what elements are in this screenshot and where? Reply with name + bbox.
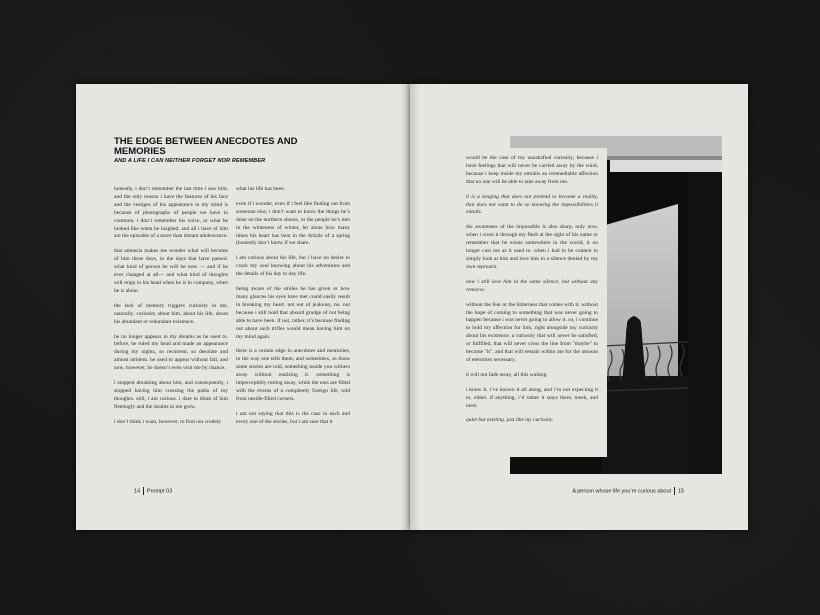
paragraph: now i still love him in the same silence, but without any remorse. bbox=[466, 278, 598, 293]
left-column-1 bbox=[114, 186, 228, 434]
paragraph: i am not saying that this is the case in each and every one of the stories, but i am sure that it bbox=[236, 410, 350, 425]
right-page bbox=[410, 84, 748, 530]
paragraph: without the fear or the bitterness that comes with it. without the hope of coming to something that was never going to happen because i was never going to allow it. so, i continue to hold my affection for him, right alongside my curiosity about his existence. a curiosity that will never be satisfied, or fulfilled, that will never cross the line from "maybe" to become "it", and that will remain within me for the amount of eternities necessary. bbox=[466, 301, 598, 363]
paragraph: he no longer appears in my dreams as he used to. before, he ruled my head and made an appearance during my nights, so recurrent, so desolate and almost strident. he used to appear without fail, and now, however, he doesn’t even visit me by chance. bbox=[114, 333, 228, 372]
left-page bbox=[76, 84, 410, 530]
footer-label: A person whose life you’re curious about bbox=[572, 488, 672, 495]
right-page-footer bbox=[572, 487, 684, 495]
paragraph: the awareness of the impossible is also sharp, only now, when i cross it through my flesh at the sight of his name or remember that he exists somewhere in the world, it no longer cuts me as it used to. when i had to be content to simply look at him and love him in a silence denied by my own reproach. bbox=[466, 224, 598, 270]
paragraph: being aware of the smiles he has given or how many glances his eyes have met could easily result in breaking my heart. not out of jealousy, no. not because i still hold that absurd grudge of not being able to have been. if not, rather, it’s because finding out about such trifles would mean having him on my mind again. bbox=[236, 286, 350, 340]
paragraph: what his life has been. bbox=[236, 186, 286, 192]
paragraph: honestly, i don’t remember the last time i saw him, and the only reason i have the features of his face and the vestiges of his appearance in my mind is because of photographs of people we have in common. i don’t remember his voice, or what he looked like when he laughed, and all i have of him are the episodes of a more than distant adolescence. bbox=[114, 186, 228, 240]
article-title: THE EDGE BETWEEN ANECDOTES AND MEMORIES bbox=[114, 136, 298, 157]
footer-divider bbox=[143, 487, 144, 495]
footer-label: Prompt 03 bbox=[146, 488, 173, 495]
page-gutter-shadow bbox=[400, 84, 410, 530]
paragraph: i am curious about his life, but i have no desire to crack my soul knowing about his adventures and the details of his day to day life. bbox=[236, 255, 350, 278]
paragraph: i stopped dreaming about him, and consequently, i stopped having him crossing the paths of my thoughts. still, i am curious. i dare to think of him fleetingly and the doubts in me grow. bbox=[114, 380, 228, 410]
paragraph: there is a certain edge in anecdotes and memories, in the way one tells them, and sometimes, as those same stories are told, something inside you withers away without realizing it. something is imperceptibly rotting away, while the ears are filled with the events of a completely foreign life, told from needle-filled corners. bbox=[236, 348, 350, 402]
page-number: 14 bbox=[134, 488, 141, 495]
page-gutter-shadow bbox=[410, 84, 420, 530]
right-column bbox=[466, 155, 598, 432]
paragraph: i don’t think i want, however, to find out crudely bbox=[114, 418, 222, 425]
paragraph: quiet but existing. just like my curiosity. bbox=[466, 417, 554, 424]
paragraph: i know it. i’ve known it all along, and i’m not expecting it to, either. if anything, i’d rather it stays there, meek, and inert. bbox=[466, 386, 598, 409]
paragraph: it is a longing that does not pretend to become a reality, that does not want to do so knowing the impossibilities it entails. bbox=[466, 193, 598, 216]
left-column-2 bbox=[236, 186, 350, 434]
paragraph: even if i wonder, even if i feel like finding out from someone else; i don’t want to know the things he’s done on the northern shores, or the people he’s met in the whiteness of winter, let alone how many times his heart has beat in the drizzle of a spring (honestly don’t know if we share. bbox=[236, 200, 350, 247]
paragraph: the lack of memory triggers curiosity in me, naturally. curiosity about him, about his life, about his abundant or redundant existence. bbox=[114, 302, 228, 325]
article-subtitle: AND A LIFE I CAN NEITHER FORGET NOR REMEMBER bbox=[114, 158, 266, 164]
left-page-footer bbox=[134, 487, 172, 495]
page-number: 15 bbox=[677, 488, 684, 495]
paragraph: would be the case of my unsatisfied curiosity, because i have feelings that will never be carried away by the wind, because i keep inside my entrails an irremediable affection that no one will be able to take away from me. bbox=[466, 155, 598, 185]
paragraph: it will not fade away, all this waiting. bbox=[466, 371, 548, 378]
footer-divider bbox=[674, 487, 675, 495]
paragraph: that amnesia makes me wonder what will become of him these days, in the days that have passed. what kind of person he will be now — and if he ever changed at all— and what kind of thoughts will reign in his head when he is in company, when he is alone. bbox=[114, 248, 228, 294]
